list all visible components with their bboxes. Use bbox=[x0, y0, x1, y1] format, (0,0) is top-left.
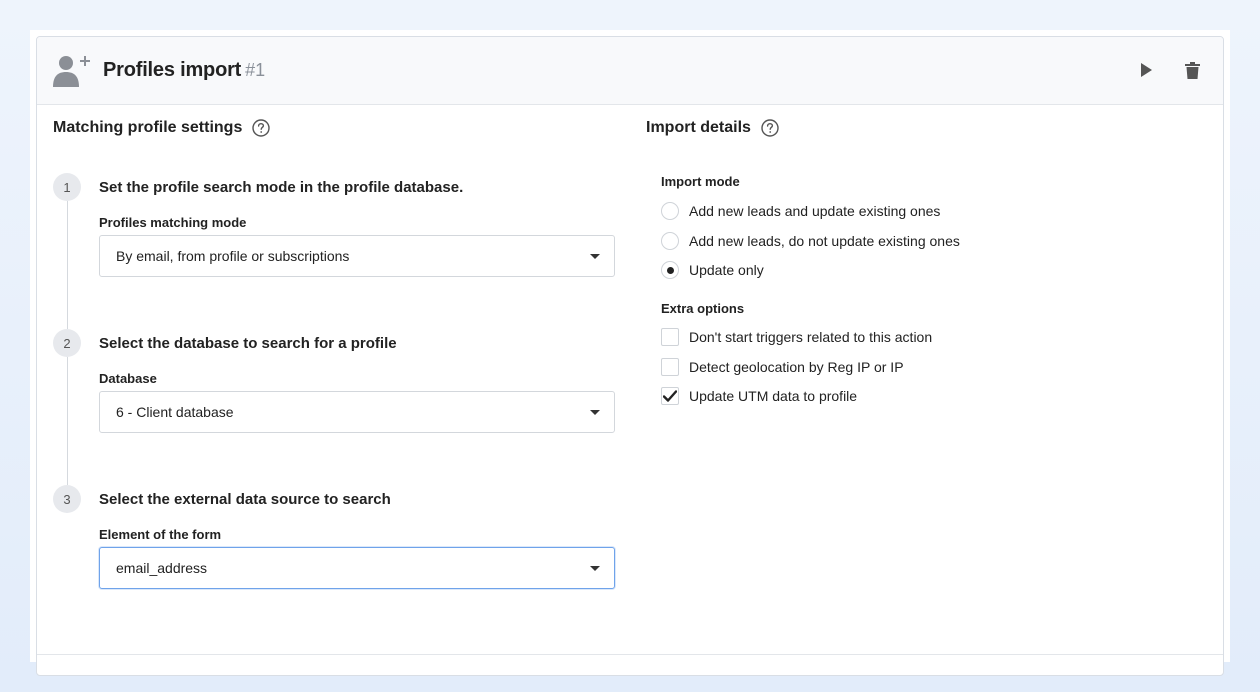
add-user-icon bbox=[53, 53, 91, 89]
radio-label: Add new leads and update existing ones bbox=[689, 203, 941, 219]
checkbox[interactable] bbox=[661, 328, 679, 346]
select-value: By email, from profile or subscriptions bbox=[116, 248, 350, 264]
matching-settings-section bbox=[53, 117, 617, 576]
field-label-matching-mode: Profiles matching mode bbox=[99, 215, 247, 230]
bottom-divider bbox=[37, 654, 1224, 655]
step-connector bbox=[67, 201, 68, 329]
check-icon bbox=[663, 390, 677, 402]
section-title-import bbox=[646, 117, 1206, 139]
matching-title: Matching profile settings bbox=[53, 119, 243, 136]
database-select[interactable] bbox=[99, 391, 615, 433]
field-label-database: Database bbox=[99, 371, 157, 386]
checkbox[interactable] bbox=[661, 358, 679, 376]
select-value: email_address bbox=[116, 560, 208, 576]
checkbox-label: Don't start triggers related to this action bbox=[689, 329, 933, 345]
play-icon[interactable] bbox=[1135, 59, 1157, 81]
import-mode-label: Import mode bbox=[661, 174, 740, 189]
checkbox-label: Detect geolocation by Reg IP or IP bbox=[689, 359, 904, 375]
chevron-down-icon bbox=[590, 254, 600, 259]
radio-label: Update only bbox=[689, 262, 764, 278]
field-label-form-element: Element of the form bbox=[99, 527, 222, 542]
page-frame bbox=[30, 30, 1230, 662]
checkbox-option[interactable] bbox=[661, 356, 904, 378]
trash-icon[interactable] bbox=[1181, 59, 1203, 81]
radio-button-selected[interactable] bbox=[661, 261, 679, 279]
chevron-down-icon bbox=[590, 566, 600, 571]
radio-button[interactable] bbox=[661, 232, 679, 250]
step-1 bbox=[53, 173, 617, 333]
step-title: Set the profile search mode in the profile database. bbox=[99, 179, 464, 196]
step-title: Select the external data source to search bbox=[99, 491, 391, 508]
step-number: 3 bbox=[53, 485, 81, 513]
header-actions bbox=[1135, 59, 1203, 81]
card-title: Profiles import bbox=[103, 59, 242, 81]
help-icon[interactable] bbox=[761, 119, 779, 137]
import-title: Import details bbox=[646, 119, 751, 136]
section-title-matching bbox=[53, 117, 617, 139]
radio-label: Add new leads, do not update existing ones bbox=[689, 233, 960, 249]
radio-dot bbox=[667, 267, 674, 274]
step-2 bbox=[53, 329, 617, 489]
help-icon[interactable] bbox=[252, 119, 270, 137]
step-number: 1 bbox=[53, 173, 81, 201]
checkbox-checked[interactable] bbox=[661, 387, 679, 405]
radio-option[interactable] bbox=[661, 259, 764, 281]
step-number: 2 bbox=[53, 329, 81, 357]
radio-option[interactable] bbox=[661, 230, 960, 252]
checkbox-option[interactable] bbox=[661, 326, 932, 348]
step-3 bbox=[53, 485, 617, 605]
radio-option[interactable] bbox=[661, 200, 940, 222]
chevron-down-icon bbox=[590, 410, 600, 415]
checkbox-option[interactable] bbox=[661, 385, 857, 407]
matching-mode-select[interactable] bbox=[99, 235, 615, 277]
card-header bbox=[37, 37, 1223, 105]
card-number: #1 bbox=[245, 60, 266, 80]
extra-options-label: Extra options bbox=[661, 301, 745, 316]
step-title: Select the database to search for a profile bbox=[99, 335, 397, 352]
profiles-import-card bbox=[36, 36, 1224, 676]
select-value: 6 - Client database bbox=[116, 404, 234, 420]
import-details-section bbox=[646, 117, 1206, 404]
step-connector bbox=[67, 357, 68, 485]
radio-button[interactable] bbox=[661, 202, 679, 220]
checkbox-label: Update UTM data to profile bbox=[689, 388, 858, 404]
form-element-select[interactable] bbox=[99, 547, 615, 589]
